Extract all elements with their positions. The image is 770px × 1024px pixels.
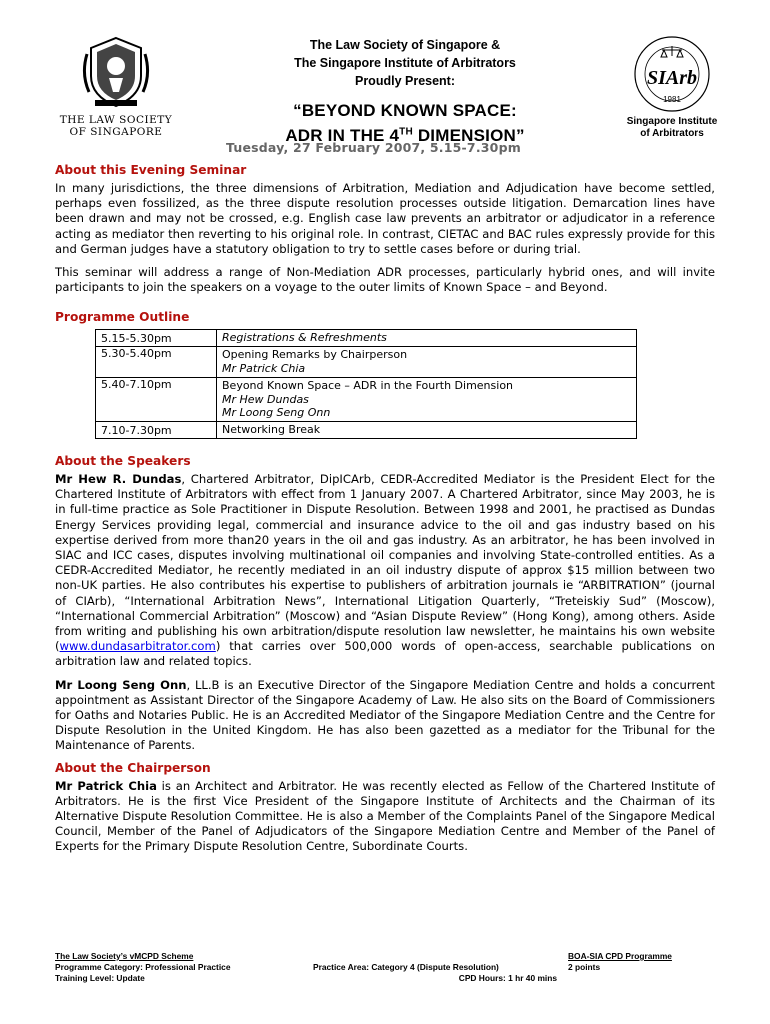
footer-line: CPD Hours: 1 hr 40 mins [458,973,557,983]
section-heading-speakers: About the Speakers [55,454,191,468]
table-row [96,377,637,421]
logo-text-line: THE LAW SOCIETY [59,114,173,126]
presenter-line: The Singapore Institute of Arbitrators [294,56,516,70]
seminar-paragraph: In many jurisdictions, the three dimensions of Arbitration, Mediation and Adjudication have become settled, perhaps even fossilized, as the three dispute resolution processes outside litigation. Demarcation lines have been drawn and may not be crossed, e.g. English case law prevents an arbitrator or adjudicator in a reference acting as mediator then reverting to his original role. In contrast, CIETAC and BAC rules expressly provide for this and German judges have a statutory obligation to try to settle cases before or during trial. [55,181,715,256]
event-title-line1: “BEYOND KNOWN SPACE: [293,101,517,120]
cpd-footer [55,951,715,991]
programme-time: 7.10-7.30pm [96,422,217,439]
footer-line: Training Level: Update [55,973,145,983]
logo-text-line: OF SINGAPORE [69,126,163,138]
table-row [96,347,637,378]
programme-desc: Beyond Known Space – ADR in the Fourth Dimension Mr Hew Dundas Mr Loong Seng Onn [217,377,637,421]
programme-time: 5.30-5.40pm [96,347,217,378]
siarb-mark: SIArb [646,67,698,89]
footer-middle [313,962,563,984]
footer-line: 2 points [568,962,601,972]
section-heading-chairperson: About the Chairperson [55,760,211,775]
section-heading-programme: Programme Outline [55,310,190,325]
programme-desc: Registrations & Refreshments [217,330,637,347]
footer-line: The Law Society’s vMCPD Scheme [55,951,194,961]
dundas-website-link[interactable]: www.dundasarbitrator.com [59,639,216,654]
presenter-line: Proudly Present: [354,74,456,88]
event-title-line2: ADR IN THE 4TH DIMENSION” [285,126,525,145]
letterhead [0,0,770,170]
footer-line: Programme Category: Professional Practice [55,962,231,972]
table-row [96,330,637,347]
footer-left [55,951,230,984]
speaker-bio-dundas: Mr Hew R. Dundas, Chartered Arbitrator, DipICArb, CEDR-Accredited Mediator is the President Elect for the Chartered Institute of Arbitrators with effect from 1 January 2007. A Chartered Arbitrator, since May 2003, he is in full-time practice as Sole Practitioner in Dispute Resolution. Between 1998 and 2001, he practised as Dundas Energy Services providing legal, commercial and insurance advice to the oil and gas industry based on his expertise derived from more than20 years in the oil and gas industry. As an arbitrator, he has been involved in SIAC and ICC cases, disputes involving multinational oil companies and involving State-controlled entities. As a CEDR-Accredited Mediator, he recently mediated in an oil industry dispute of approx $15 million between two non-UK parties. He also contributes his expertise to publishers of arbitration journals ie “ARBITRATION” (journal of CIArb), “International Arbitration News”, International Litigation Quarterly, “Treteiskiy Sud” (Moscow), “International Commercial Arbitration” (Moscow) and “Asian Dispute Review” (Hong Kong), among others. Aside from writing and publishing his own arbitration/dispute resolution law newsletter, he maintains his own website (www.dundasarbitrator.com) that carries over 500,000 words of open-access, searchable publications on arbitration law and related topics. [55,472,715,669]
law-society-logo [58,34,174,138]
event-heading [205,36,605,148]
chairperson-bio: Mr Patrick Chia is an Architect and Arbitrator. He was recently elected as Fellow of the Chartered Institute of Arbitrators. He is the first Vice President of the Singapore Institute of Architects and the Chairman of its Alternative Dispute Resolution Committee. He is also a Member of the Complaints Panel of the Singapore Medical Council, Member of the Panel of Adjudicators of the Singapore Mediation Centre and Member of the Panel of Experts for the Primary Dispute Resolution Centre, Subordinate Courts. [55,778,715,854]
seminar-paragraph: This seminar will address a range of Non-Mediation ADR processes, particularly hybrid ones, and will invite participants to join the speakers on a voyage to the outer limits of Known Space – and Beyond. [55,265,715,295]
table-row [96,422,637,439]
siarb-logo [612,34,732,140]
event-date: Tuesday, 27 February 2007, 5.15-7.30pm [226,140,521,155]
crest-icon [81,34,151,110]
siarb-seal-icon [632,34,712,114]
section-heading-seminar: About this Evening Seminar [55,163,247,177]
footer-line: BOA-SIA CPD Programme [568,951,672,961]
footer-line: Practice Area: Category 4 (Dispute Resolution) [313,962,499,972]
siarb-year: 1981 [663,95,681,104]
programme-desc: Opening Remarks by Chairperson Mr Patrick Chia [217,347,637,378]
footer-right [568,951,672,973]
document-body [55,162,715,855]
programme-time: 5.15-5.30pm [96,330,217,347]
speaker-bio-loong: Mr Loong Seng Onn, LL.B is an Executive Director of the Singapore Mediation Centre and holds a concurrent appointment as Assistant Director of the Singapore Academy of Law. He also sits on the Board of Commissioners for Oaths and Notaries Public. He is an Accredited Mediator of the Singapore Mediation Centre and the Centre for Dispute Resolution in the United Kingdom. He has also been gazetted as a mediator for the Tribunal for the Maintenance of Parents. [55,677,715,753]
programme-table [95,329,637,439]
programme-desc: Networking Break [217,422,637,439]
siarb-caption: of Arbitrators [640,128,704,139]
siarb-caption: Singapore Institute [626,116,718,127]
presenter-line: The Law Society of Singapore & [309,38,501,52]
programme-time: 5.40-7.10pm [96,377,217,421]
